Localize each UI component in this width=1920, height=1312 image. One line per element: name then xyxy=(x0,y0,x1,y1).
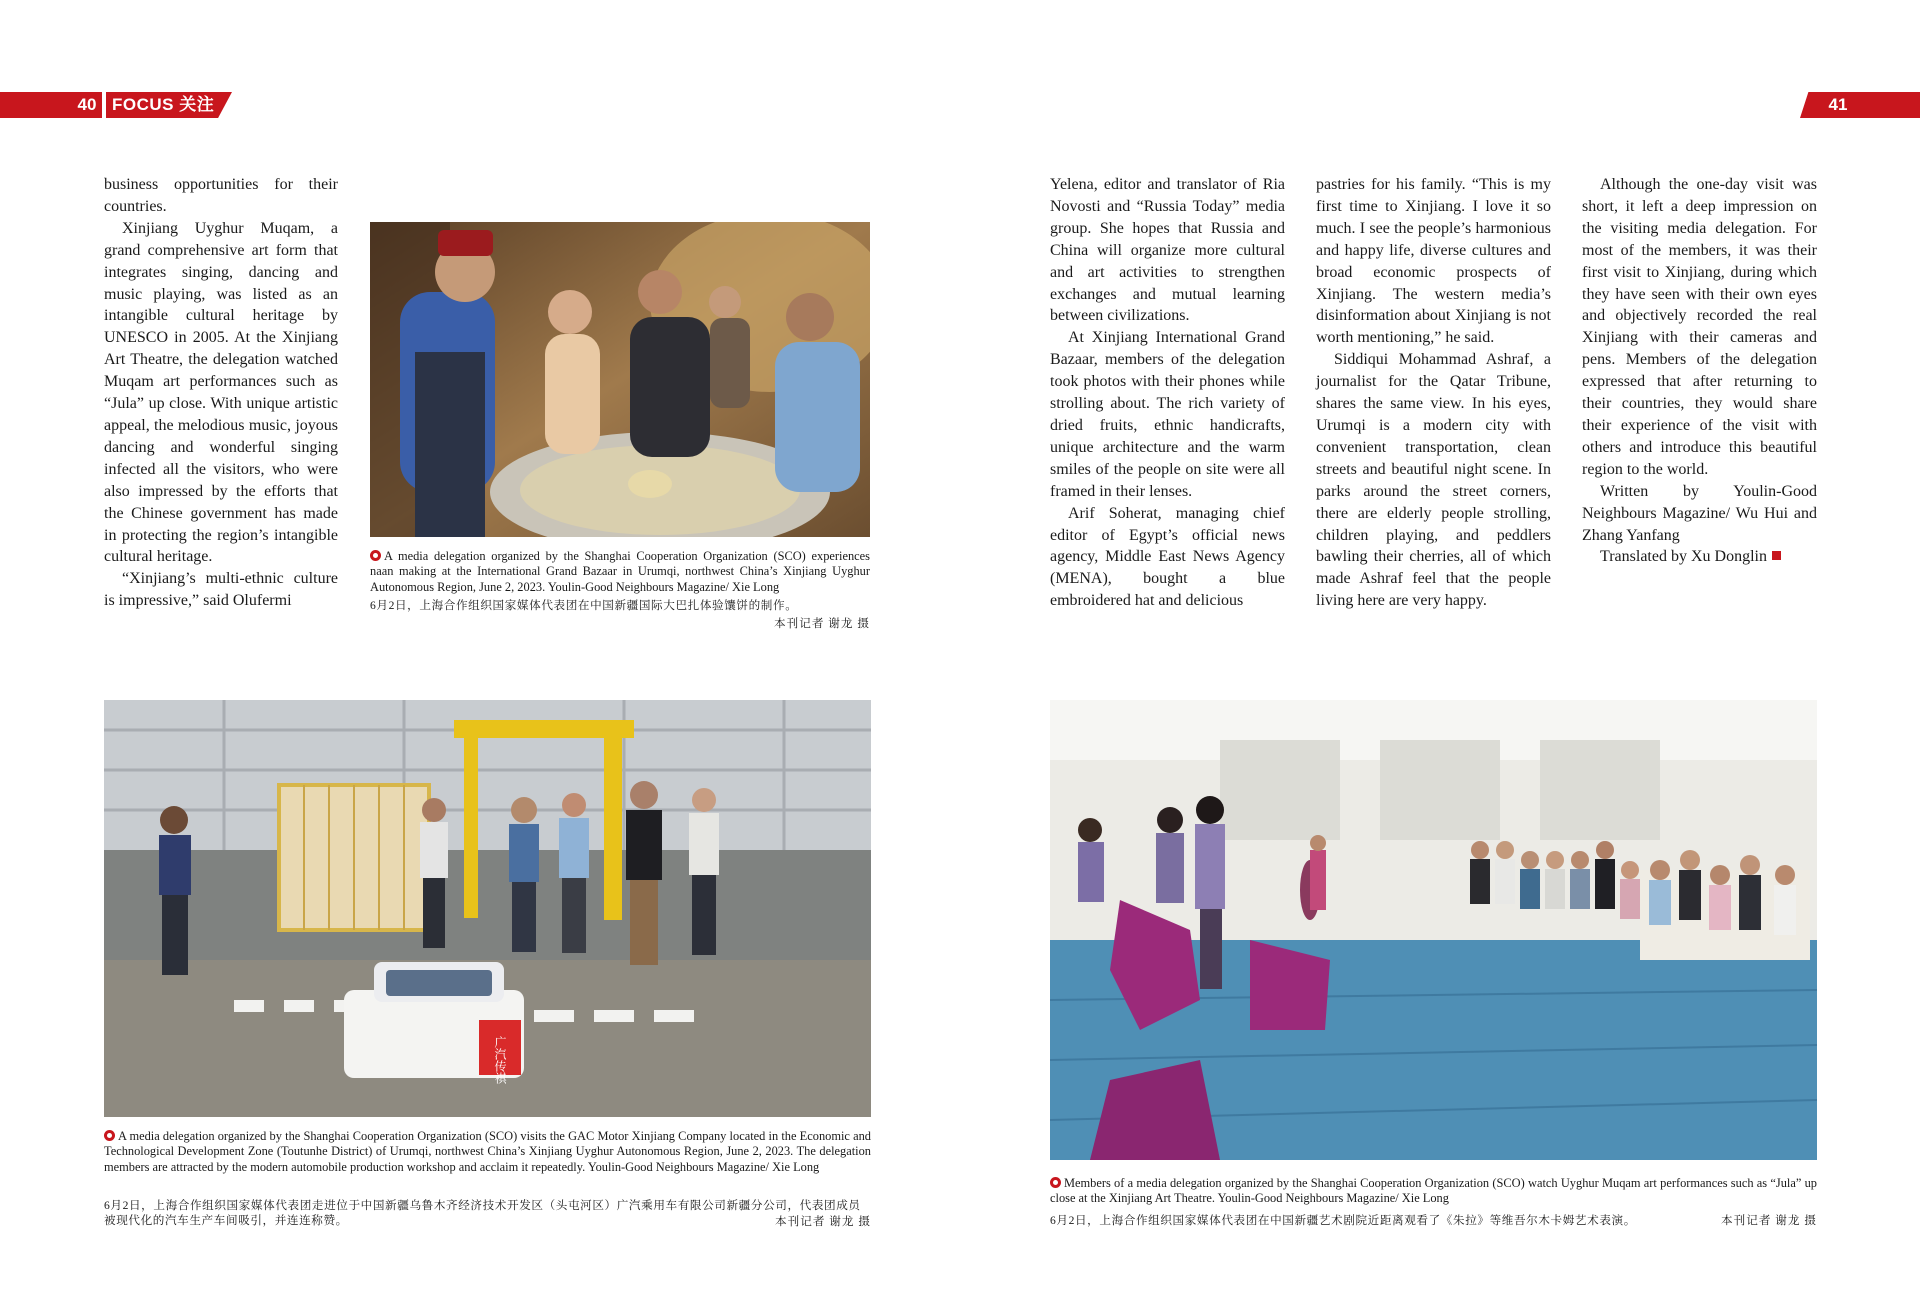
caption-chinese: 6月2日，上海合作组织国家媒体代表团在中国新疆国际大巴扎体验馕饼的制作。 xyxy=(370,599,798,612)
paragraph: Although the one-day visit was short, it left a deep impression on the visiting media delegation. For most of the members, it was their first visit to Xinjiang, during which they have seen with their own eyes and objectively recorded the real Xinjiang with their cameras and pens. Members of the delegation expressed that after returning to their countries, they would share their experience of the visit with others and introduce this beautiful region to the world. xyxy=(1582,176,1817,478)
photo-caption xyxy=(104,1129,871,1175)
caption-english: A media delegation organized by the Shanghai Cooperation Organization (SCO) visits the GAC Motor Xinjiang Company located in the Economic and Technological Development Zone (Toutunhe District) of Urumqi, northwest China’s Xinjiang Uyghur Autonomous Region, June 2, 2023. The delegation members are attracted by the modern automobile production workshop and acclaim it repeatedly. Youlin-Good Neighbours Magazine/ Xie Long xyxy=(104,1129,871,1174)
caption-chinese: 6月2日，上海合作组织国家媒体代表团走进位于中国新疆乌鲁木齐经济技术开发区（头屯河区）广汽乘用车有限公司新疆分公司，代表团成员被现代化的汽车生产车间吸引，并连连称赞。 xyxy=(104,1199,861,1227)
camera-icon xyxy=(370,550,381,561)
byline: Written by Youlin-Good Neighbours Magazine/ Wu Hui and Zhang Yanfang xyxy=(1582,482,1817,544)
photo-naan-making xyxy=(370,222,870,537)
translator: Translated by Xu Donglin xyxy=(1600,548,1767,566)
caption-english: A media delegation organized by the Shanghai Cooperation Organization (SCO) experiences naan making at the International Grand Bazaar in Urumqi, northwest China’s Xinjiang Uyghur Autonomous Region, June 2, 2023. Youlin-Good Neighbours Magazine/ Xie Long xyxy=(370,549,870,594)
left-text-column xyxy=(104,174,338,612)
photo-credit: 本刊记者 谢龙 摄 xyxy=(775,1215,871,1228)
left-page-number: 40 xyxy=(77,95,97,114)
camera-icon xyxy=(104,1130,115,1141)
photo-caption xyxy=(1050,1176,1817,1207)
right-page-number: 41 xyxy=(1828,95,1848,114)
photo-credit: 本刊记者 谢龙 摄 xyxy=(1721,1214,1817,1227)
vehicle-label: 广汽传祺 xyxy=(493,1036,507,1084)
paragraph: Yelena, editor and translator of Ria Novosti and “Russia Today” media group. She hopes that Russia and China will organize more cultural and art activities to strengthen exchanges and mutual learning between civilizations. xyxy=(1050,176,1285,325)
right-page-header xyxy=(1800,92,1920,118)
paragraph: At Xinjiang International Grand Bazaar, members of the delegation took photos with their phones while strolling about. The rich variety of dried fruits, ethnic handicrafts, unique architecture and the warm smiles of the people on site were all framed in their lenses. xyxy=(1050,329,1285,500)
photo-credit: 本刊记者 谢龙 摄 xyxy=(774,617,870,630)
photo-car-factory xyxy=(104,700,871,1117)
header-divider xyxy=(102,92,106,118)
section-title: FOCUS 关注 xyxy=(112,95,215,114)
right-text-column-3 xyxy=(1582,174,1817,568)
paragraph: Siddiqui Mohammad Ashraf, a journalist for the Qatar Tribune, shares the same view. In his eyes, Urumqi is a modern city with convenient transportation, clean streets and beautiful night scene. In parks around the street corners, there are elderly people strolling, children playing, and peddlers bawling their cherries, all of which made Ashraf feel that the people living here are very happy. xyxy=(1316,351,1551,610)
caption-chinese: 6月2日，上海合作组织国家媒体代表团在中国新疆艺术剧院近距离观看了《朱拉》等维吾尔木卡姆艺术表演。 xyxy=(1050,1214,1636,1227)
paragraph: pastries for his family. “This is my first time to Xinjiang. I love it so much. I see the people’s harmonious and happy life, diverse cultures and broad economic prospects of Xinjiang. The western media’s disinformation about Xinjiang is not worth mentioning,” he said. xyxy=(1316,176,1551,347)
paragraph: Xinjiang Uyghur Muqam, a grand comprehensive art form that integrates singing, dancing and music playing, was listed as an intangible cultural heritage by UNESCO in 2005. At the Xinjiang Art Theatre, the delegation watched Muqam art performances such as “Jula” up close. With unique artistic appeal, the melodious music, joyous dancing and wonderful singing infected all the visitors, who were also impressed by the efforts that the Chinese government has made in protecting the region’s intangible cultural heritage. xyxy=(104,219,338,566)
paragraph: Arif Soherat, managing chief editor of Egypt’s official news agency, Middle East News Agency (MENA), bought a blue embroidered hat and delicious xyxy=(1050,504,1285,610)
end-mark-icon xyxy=(1772,551,1781,560)
paragraph: business opportunities for their countries. xyxy=(104,176,338,215)
camera-icon xyxy=(1050,1177,1061,1188)
right-text-column-1 xyxy=(1050,174,1285,612)
translator-line xyxy=(1582,546,1817,568)
caption-english: Members of a media delegation organized by the Shanghai Cooperation Organization (SCO) watch Uyghur Muqam art performances such as “Jula” up close at the Xinjiang Art Theatre. Youlin-Good Neighbours Magazine/ Xie Long xyxy=(1050,1176,1817,1206)
paragraph: “Xinjiang’s multi-ethnic culture is impressive,” said Olufermi xyxy=(104,570,338,610)
left-page-header xyxy=(0,92,232,118)
right-text-column-2 xyxy=(1316,174,1551,612)
photo-caption xyxy=(370,549,870,595)
photo-muqam-performance xyxy=(1050,700,1817,1160)
